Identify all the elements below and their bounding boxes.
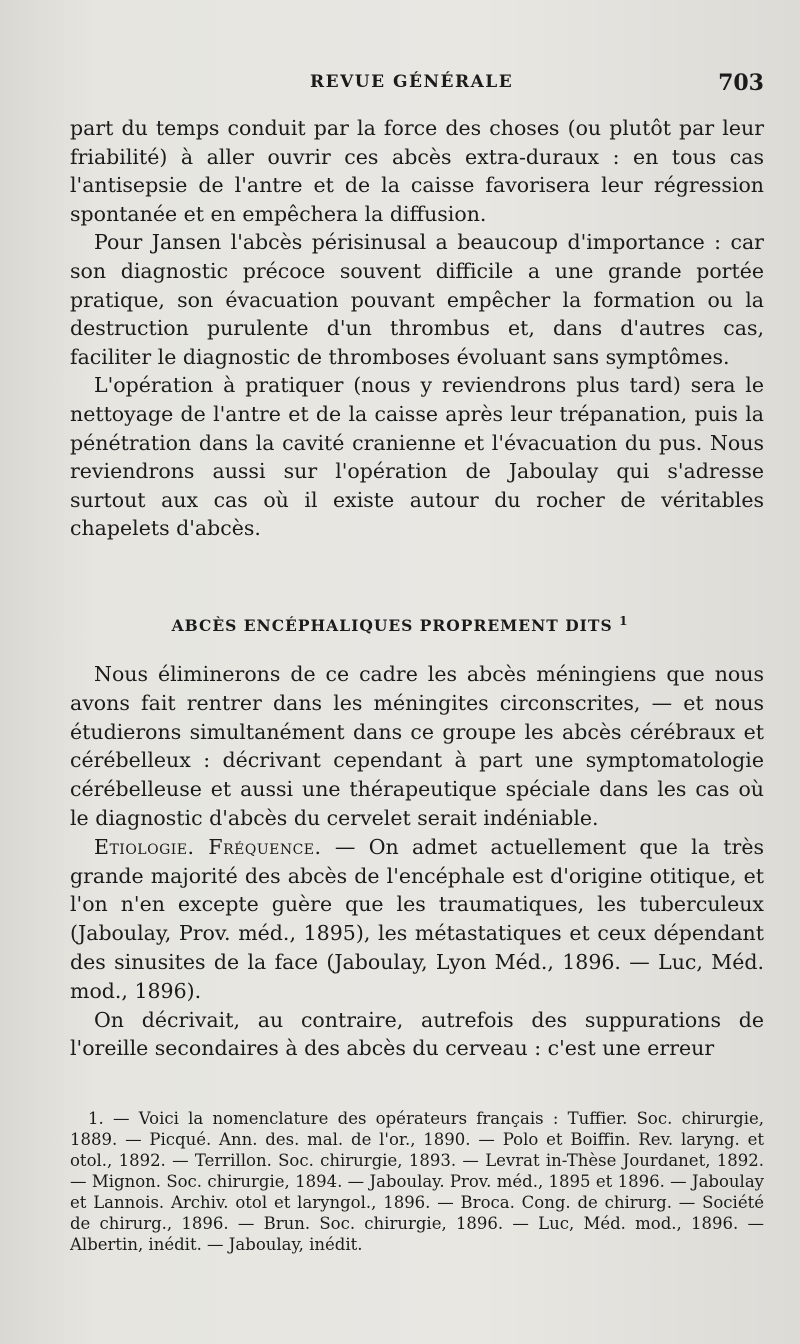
body-text — [70, 114, 764, 543]
paragraph: Pour Jansen l'abcès périsinusal a beaucoup d'importance : car son diagnostic précoce souvent difficile a une grande portée pratique, son évacuation pouvant empêcher la formation ou la destruction purulente d'un thrombus et, dans d'autres cas, faciliter le diagnostic de thromboses évoluant sans symptômes. — [70, 230, 764, 369]
footnote — [70, 1108, 764, 1255]
paragraph-lead: Etiologie. Fréquence. — [94, 834, 322, 859]
page-header — [0, 72, 800, 108]
paragraph-text: — On admet actuellement que la très grande majorité des abcès de l'encéphale est d'origine otitique, et l'on n'en excepte guère que les traumatiques, les tuberculeux (Jaboulay, Prov. méd., 1895), les métastatiques et ceux dépendant des sinusites de la face (Jaboulay, Lyon Méd., 1896. — Luc, Méd. mod., 1896). — [70, 834, 764, 1003]
section-title-text: ABCÈS ENCÉPHALIQUES PROPREMENT DITS — [171, 616, 613, 636]
page-number: 703 — [718, 70, 764, 96]
paragraph — [70, 833, 764, 1006]
footnote-text: 1. — Voici la nomenclature des opérateurs français : Tuffier. Soc. chirurgie, 1889. — Picqué. Ann. des. mal. de l'or., 1890. — Polo et Boiffin. Rev. laryng. et otol., 1892. — Terrillon. Soc. chirurgie, 1893. — Levrat in-Thèse Jourdanet, 1892. — Mignon. Soc. chirurgie, 1894. — Jaboulay. Prov. méd., 1895 et 1896. — Jaboulay et Lannois. Archiv. otol et laryngol., 1896. — Broca. Cong. de chirurg. — Société de chirurg., 1896. — Brun. Soc. chirurgie, 1896. — Luc, Méd. mod., 1896. — Albertin, inédit. — Jaboulay, inédit. — [70, 1109, 764, 1254]
paragraph: Nous éliminerons de ce cadre les abcès méningiens que nous avons fait rentrer dans les méningites circonscrites, — et nous étudierons simultanément dans ce groupe les abcès cérébraux et cérébelleux : décrivant cependant à part une symptomatologie cérébelleuse et aussi une thérapeutique spéciale dans les cas où le diagnostic d'abcès du cervelet serait indéniable. — [70, 662, 764, 830]
footnote-mark: 1 — [619, 614, 629, 628]
section-title — [0, 614, 800, 635]
section-body — [70, 660, 764, 1063]
paragraph: L'opération à pratiquer (nous y reviendrons plus tard) sera le nettoyage de l'antre et de la caisse après leur trépanation, puis la pénétration dans la cavité cranienne et l'évacuation du pus. Nous reviendrons aussi sur l'opération de Jaboulay qui s'adresse surtout aux cas où il existe autour du rocher de véritables chapelets d'abcès. — [70, 373, 764, 541]
paragraph: part du temps conduit par la force des choses (ou plutôt par leur friabilité) à aller ouvrir ces abcès extra-duraux : en tous cas l'antisepsie de l'antre et de la caisse favorisera leur régression spontanée et en empêchera la diffusion. — [70, 116, 764, 226]
running-head: REVUE GÉNÉRALE — [310, 72, 514, 92]
paragraph: On décrivait, au contraire, autrefois des suppurations de l'oreille secondaires à des abcès du cerveau : c'est une erreur — [70, 1007, 764, 1061]
